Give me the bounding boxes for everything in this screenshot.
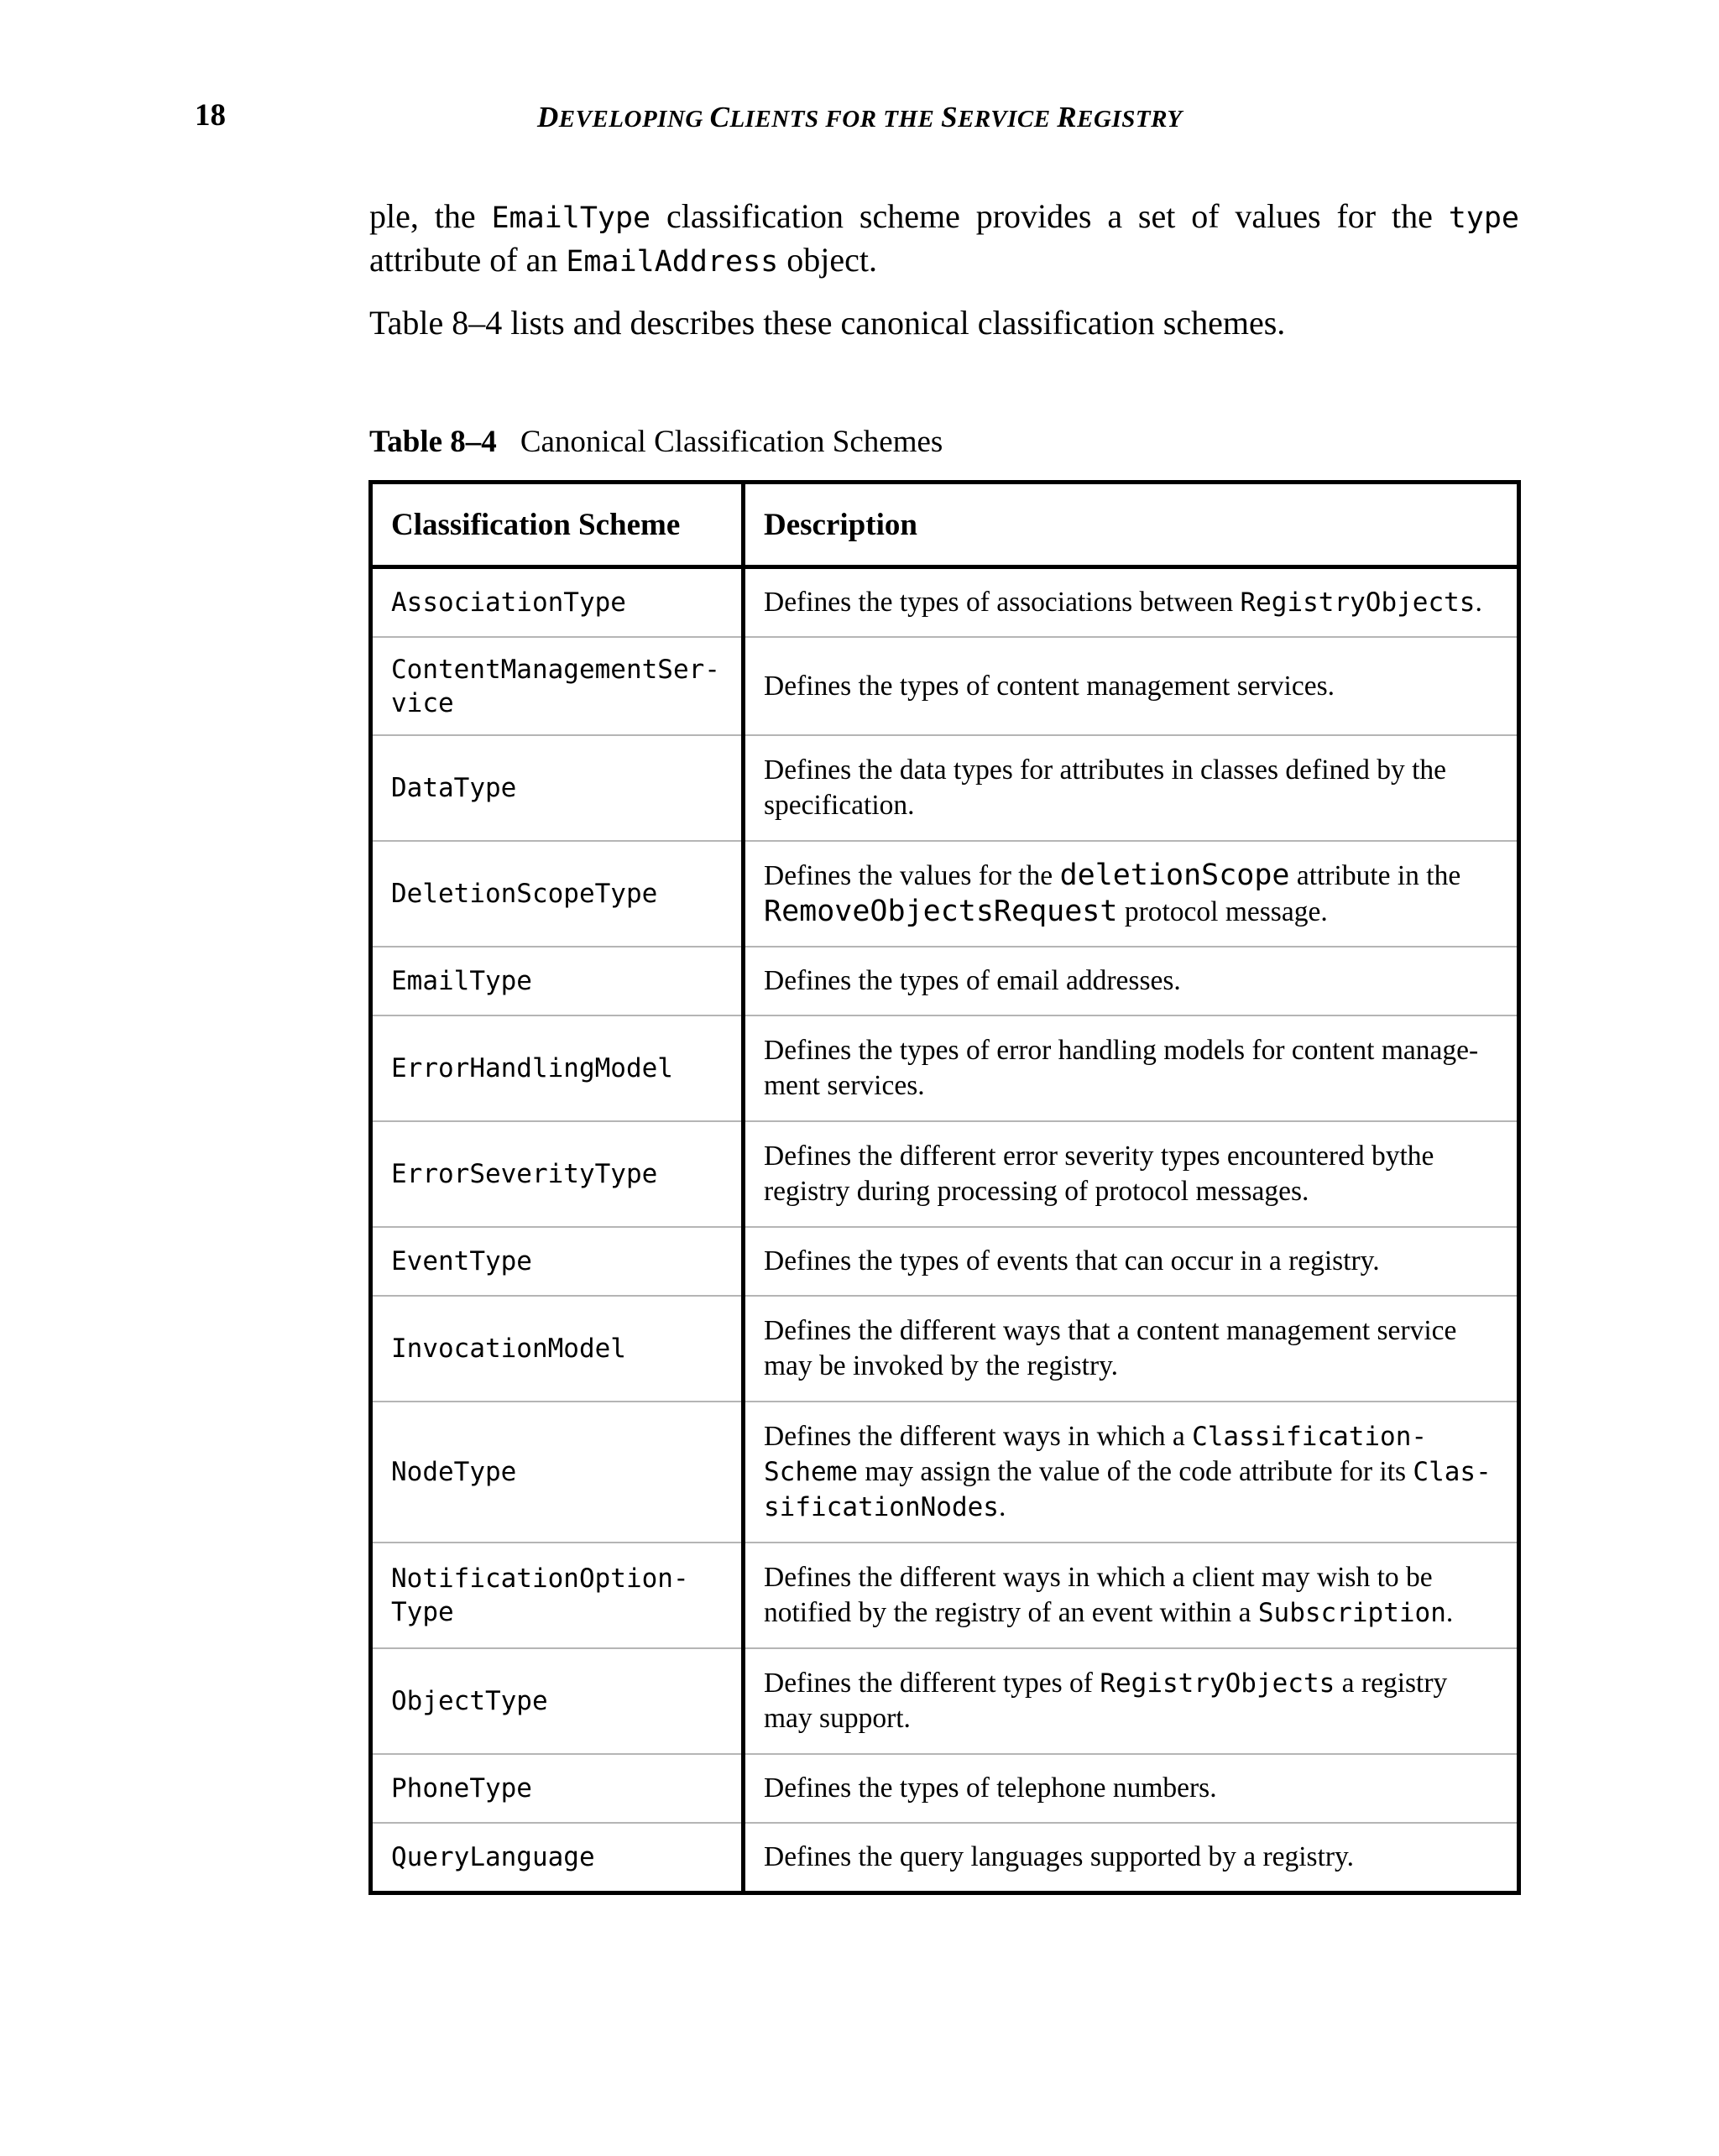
- scheme-description-cell: [744, 1121, 1519, 1227]
- scheme-name-cell: EmailType: [371, 947, 744, 1015]
- text-run: protocol message.: [1117, 896, 1328, 927]
- text-run: ple, the: [369, 197, 492, 235]
- scheme-name-cell: ErrorSeverityType: [371, 1121, 744, 1227]
- table-body: [371, 567, 1519, 1893]
- running-head-segment: EVELOPING: [558, 106, 710, 133]
- scheme-description-cell: [744, 735, 1519, 841]
- scheme-name-cell: ErrorHandlingModel: [371, 1015, 744, 1121]
- text-run: Defines the different ways that a content management service may be invoked by the registry.: [764, 1315, 1457, 1381]
- text-run: attribute of an: [369, 241, 567, 279]
- scheme-name-cell: DataType: [371, 735, 744, 841]
- table-row: [371, 1402, 1519, 1543]
- text-run: object.: [778, 241, 877, 279]
- scheme-name-cell: ObjectType: [371, 1648, 744, 1754]
- intro-paragraph: [369, 196, 1519, 283]
- table-caption: [369, 424, 943, 460]
- scheme-name-cell: DeletionScopeType: [371, 841, 744, 947]
- text-run: may assign the value of the code attribute for its: [857, 1456, 1413, 1487]
- scheme-description-cell: [744, 1648, 1519, 1754]
- text-run: a registry may support.: [764, 1668, 1448, 1734]
- scheme-name-cell: AssociationType: [371, 567, 744, 638]
- text-run: Defines the data types for attributes in classes defined by the specification.: [764, 754, 1447, 821]
- text-run: Defines the different ways in which a: [764, 1421, 1193, 1452]
- table-row: [371, 947, 1519, 1015]
- page-number: 18: [195, 98, 226, 133]
- table-row: [371, 1543, 1519, 1648]
- scheme-description-cell: [744, 1227, 1519, 1296]
- table-row: [371, 637, 1519, 735]
- text-run: classification scheme provides a set of values for the: [651, 197, 1449, 235]
- text-run: Defines the different ways in which a client may wish to be notified by the registry of an event within a: [764, 1562, 1433, 1628]
- classification-schemes-table: [368, 480, 1521, 1895]
- text-run: .: [1475, 587, 1482, 618]
- inline-code: EmailType: [491, 201, 651, 235]
- running-head-segment: D: [537, 101, 559, 133]
- running-head-segment: S: [941, 101, 959, 133]
- text-run: Defines the types of events that can occur in a registry.: [764, 1245, 1380, 1276]
- table-intro-sentence: Table 8–4 lists and describes these canonical classification schemes.: [369, 304, 1286, 342]
- inline-code: type: [1448, 201, 1520, 235]
- running-head-segment: EGISTRY: [1077, 106, 1183, 133]
- table-caption-title: Canonical Classification Schemes: [520, 425, 943, 459]
- table-row: [371, 735, 1519, 841]
- text-run: attribute in the: [1289, 860, 1461, 891]
- scheme-description-cell: [744, 1754, 1519, 1823]
- scheme-description-cell: [744, 567, 1519, 638]
- table-caption-number: Table 8–4: [369, 425, 497, 459]
- text-run: Defines the types of error handling models for content manage- ment services.: [764, 1035, 1479, 1101]
- text-run: Defines the different error severity types encountered bythe registry during processing of protocol messages.: [764, 1141, 1434, 1207]
- running-head-segment: R: [1057, 101, 1078, 133]
- scheme-name-cell: PhoneType: [371, 1754, 744, 1823]
- scheme-name-cell: InvocationModel: [371, 1296, 744, 1402]
- text-run: Defines the different types of: [764, 1668, 1100, 1699]
- inline-code: Subscription: [1257, 1598, 1446, 1628]
- text-run: Defines the types of content management services.: [764, 670, 1335, 702]
- text-run: Defines the values for the: [764, 860, 1060, 891]
- column-header-scheme: Classification Scheme: [371, 483, 744, 567]
- text-run: Defines the types of email addresses.: [764, 965, 1181, 996]
- scheme-name-cell: NodeType: [371, 1402, 744, 1543]
- scheme-description-cell: [744, 637, 1519, 735]
- table-header-row: [371, 483, 1519, 567]
- inline-code: RegistryObjects: [1240, 587, 1476, 618]
- table-row: [371, 1823, 1519, 1893]
- inline-code: deletionScope: [1059, 859, 1290, 892]
- inline-code: RegistryObjects: [1100, 1668, 1335, 1699]
- scheme-description-cell: [744, 1296, 1519, 1402]
- scheme-name-cell: NotificationOption- Type: [371, 1543, 744, 1648]
- running-head: [537, 101, 1183, 134]
- table-row: [371, 1121, 1519, 1227]
- table-row: [371, 1227, 1519, 1296]
- running-head-segment: ERVICE: [958, 106, 1058, 133]
- inline-code: Clas- sificationNodes: [764, 1457, 1492, 1522]
- text-run: Defines the query languages supported by a registry.: [764, 1841, 1354, 1872]
- table-row: [371, 1648, 1519, 1754]
- table-row: [371, 1296, 1519, 1402]
- scheme-description-cell: [744, 1823, 1519, 1893]
- scheme-description-cell: [744, 1402, 1519, 1543]
- table-row: [371, 1754, 1519, 1823]
- table-row: [371, 1015, 1519, 1121]
- scheme-name-cell: ContentManagementSer- vice: [371, 637, 744, 735]
- text-run: .: [998, 1491, 1006, 1522]
- table-row: [371, 567, 1519, 638]
- scheme-description-cell: [744, 841, 1519, 947]
- scheme-description-cell: [744, 947, 1519, 1015]
- scheme-name-cell: EventType: [371, 1227, 744, 1296]
- text-run: Defines the types of associations between: [764, 587, 1241, 618]
- running-head-segment: LIENTS FOR THE: [729, 106, 942, 133]
- table-row: [371, 841, 1519, 947]
- running-head-segment: C: [709, 101, 730, 133]
- inline-code: RemoveObjectsRequest: [764, 895, 1118, 928]
- inline-code: EmailAddress: [566, 245, 779, 279]
- scheme-name-cell: QueryLanguage: [371, 1823, 744, 1893]
- text-run: .: [1445, 1597, 1454, 1628]
- scheme-description-cell: [744, 1015, 1519, 1121]
- column-header-description: Description: [744, 483, 1519, 567]
- text-run: Defines the types of telephone numbers.: [764, 1772, 1217, 1804]
- inline-code: Classification- Scheme: [764, 1422, 1428, 1487]
- scheme-description-cell: [744, 1543, 1519, 1648]
